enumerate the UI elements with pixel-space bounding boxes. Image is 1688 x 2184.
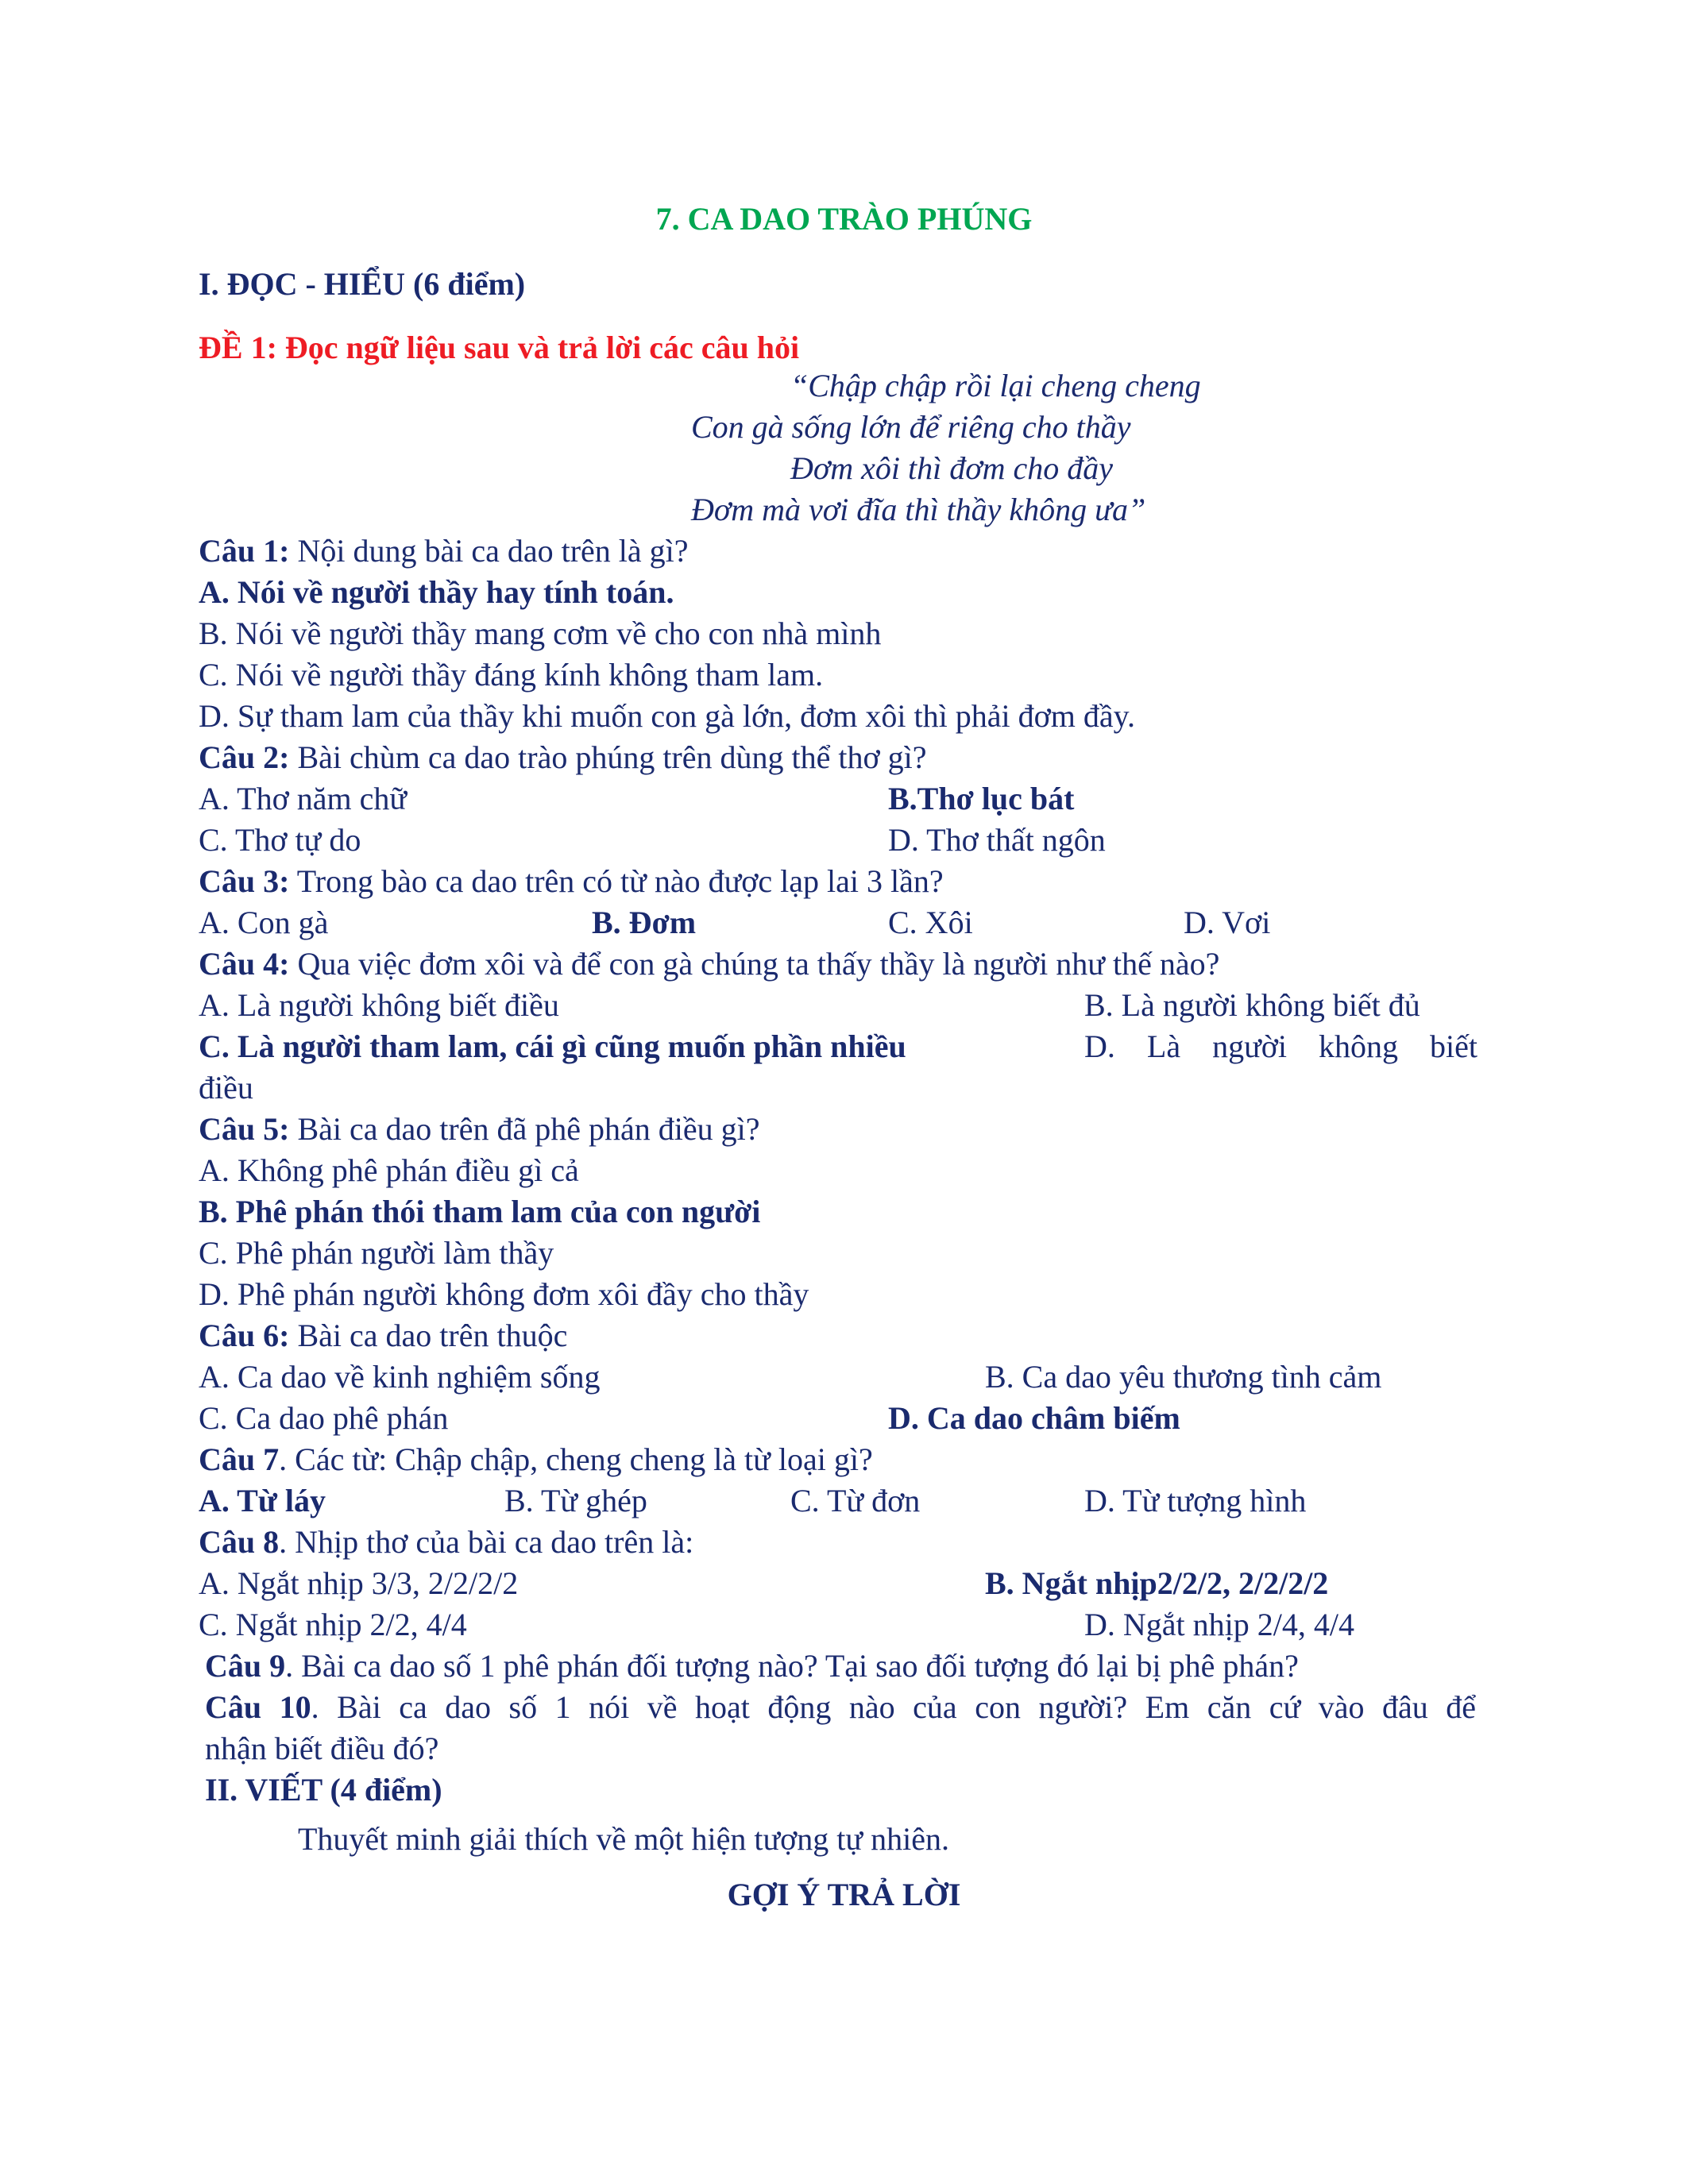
question-6-option-c: C. Ca dao phê phán — [199, 1400, 449, 1436]
poem-line-2: Con gà sống lớn để riêng cho thầy — [691, 409, 1131, 445]
question-8-label: Câu 8 — [199, 1524, 280, 1560]
question-8 — [199, 1522, 693, 1563]
question-10-label: Câu 10 — [205, 1689, 311, 1725]
answer-guide-heading: GỢI Ý TRẢ LỜI — [727, 1877, 961, 1912]
question-2-option-d: D. Thơ thất ngôn — [888, 822, 1106, 858]
question-6-option-d: D. Ca dao châm biếm — [888, 1400, 1180, 1436]
question-2-label: Câu 2: — [199, 739, 290, 775]
question-6-option-a: A. Ca dao về kinh nghiệm sống — [199, 1359, 601, 1395]
question-8-text: . Nhịp thơ của bài ca dao trên là: — [279, 1524, 694, 1560]
question-2-option-b: B.Thơ lục bát — [888, 781, 1075, 816]
question-4-option-b: B. Là người không biết đủ — [1084, 987, 1420, 1023]
question-10 — [205, 1687, 1476, 1728]
question-10-continued: nhận biết điều đó? — [205, 1731, 439, 1766]
question-1 — [199, 531, 689, 572]
question-5-option-a: A. Không phê phán điều gì cả — [199, 1152, 579, 1188]
poem-line-4: Đơm mà vơi đĩa thì thầy không ưa” — [691, 492, 1146, 527]
question-7-text: . Các từ: Chập chập, cheng cheng là từ loại gì? — [279, 1441, 873, 1477]
question-5-label: Câu 5: — [199, 1111, 290, 1147]
question-4 — [199, 943, 1219, 985]
question-3-option-a: A. Con gà — [199, 905, 329, 940]
question-4-option-a: A. Là người không biết điều — [199, 987, 559, 1023]
question-6-option-b: B. Ca dao yêu thương tình cảm — [985, 1359, 1382, 1395]
writing-prompt: Thuyết minh giải thích về một hiện tượng tự nhiên. — [298, 1821, 949, 1857]
question-6 — [199, 1315, 567, 1356]
question-3-option-d: D. Vơi — [1184, 905, 1271, 940]
question-4-text: Qua việc đơm xôi và để con gà chúng ta thấy thầy là người như thế nào? — [289, 946, 1220, 982]
question-1-text: Nội dung bài ca dao trên là gì? — [289, 533, 689, 569]
question-7-option-c: C. Từ đơn — [790, 1483, 921, 1518]
question-4-option-d: D. Là người không biết — [1084, 1028, 1477, 1064]
section-writing-heading: II. VIẾT (4 điểm) — [205, 1772, 442, 1808]
question-5-option-b: B. Phê phán thói tham lam của con người — [199, 1194, 761, 1229]
question-2-option-c: C. Thơ tự do — [199, 822, 361, 858]
question-1-option-c: C. Nói về người thầy đáng kính không tham lam. — [199, 657, 824, 693]
question-4-option-d-continued: điều — [199, 1070, 253, 1106]
question-5-text: Bài ca dao trên đã phê phán điều gì? — [289, 1111, 760, 1147]
question-3 — [199, 861, 944, 902]
document-title: 7. CA DAO TRÀO PHÚNG — [655, 201, 1033, 237]
question-1-option-d: D. Sự tham lam của thầy khi muốn con gà lớn, đơm xôi thì phải đơm đầy. — [199, 698, 1136, 734]
question-9 — [205, 1646, 1299, 1687]
question-10-text: . Bài ca dao số 1 nói về hoạt động nào của con người? Em căn cứ vào đâu để — [311, 1689, 1476, 1725]
question-8-option-a: A. Ngắt nhịp 3/3, 2/2/2/2 — [199, 1565, 519, 1601]
question-1-option-b: B. Nói về người thầy mang cơm về cho con nhà mình — [199, 615, 882, 651]
question-7 — [199, 1439, 873, 1480]
question-3-option-b: B. Đơm — [592, 905, 697, 940]
question-8-option-c: C. Ngắt nhịp 2/2, 4/4 — [199, 1607, 467, 1642]
section-reading-heading: I. ĐỌC - HIỂU (6 điểm) — [199, 266, 526, 302]
question-8-option-b: B. Ngắt nhịp2/2/2, 2/2/2/2 — [985, 1565, 1329, 1601]
question-2-text: Bài chùm ca dao trào phúng trên dùng thể thơ gì? — [289, 739, 927, 775]
question-4-option-c: C. Là người tham lam, cái gì cũng muốn phần nhiều — [199, 1028, 906, 1064]
question-5-option-c: C. Phê phán người làm thầy — [199, 1235, 554, 1271]
question-6-label: Câu 6: — [199, 1318, 290, 1353]
exam-1-heading: ĐỀ 1: Đọc ngữ liệu sau và trả lời các câu hỏi — [199, 330, 800, 365]
question-2-option-a: A. Thơ năm chữ — [199, 781, 408, 816]
question-9-label: Câu 9 — [205, 1648, 286, 1684]
question-1-label: Câu 1: — [199, 533, 290, 569]
question-2 — [199, 737, 927, 778]
question-1-option-a: A. Nói về người thầy hay tính toán. — [199, 574, 674, 610]
question-7-option-a: A. Từ láy — [199, 1483, 326, 1518]
question-5 — [199, 1109, 759, 1150]
question-3-label: Câu 3: — [199, 863, 290, 899]
question-8-option-d: D. Ngắt nhịp 2/4, 4/4 — [1084, 1607, 1354, 1642]
question-6-text: Bài ca dao trên thuộc — [289, 1318, 568, 1353]
question-9-text: . Bài ca dao số 1 phê phán đối tượng nào? Tại sao đối tượng đó lại bị phê phán? — [285, 1648, 1299, 1684]
question-7-label: Câu 7 — [199, 1441, 280, 1477]
question-7-option-b: B. Từ ghép — [504, 1483, 647, 1518]
question-3-text: Trong bào ca dao trên có từ nào được lạp lai 3 lần? — [289, 863, 944, 899]
question-7-option-d: D. Từ tượng hình — [1084, 1483, 1307, 1518]
poem-line-3: Đơm xôi thì đơm cho đầy — [790, 450, 1113, 486]
question-3-option-c: C. Xôi — [888, 905, 973, 940]
question-4-label: Câu 4: — [199, 946, 290, 982]
poem-line-1: “Chập chập rồi lại cheng cheng — [790, 368, 1201, 403]
question-5-option-d: D. Phê phán người không đơm xôi đầy cho thầy — [199, 1276, 809, 1312]
